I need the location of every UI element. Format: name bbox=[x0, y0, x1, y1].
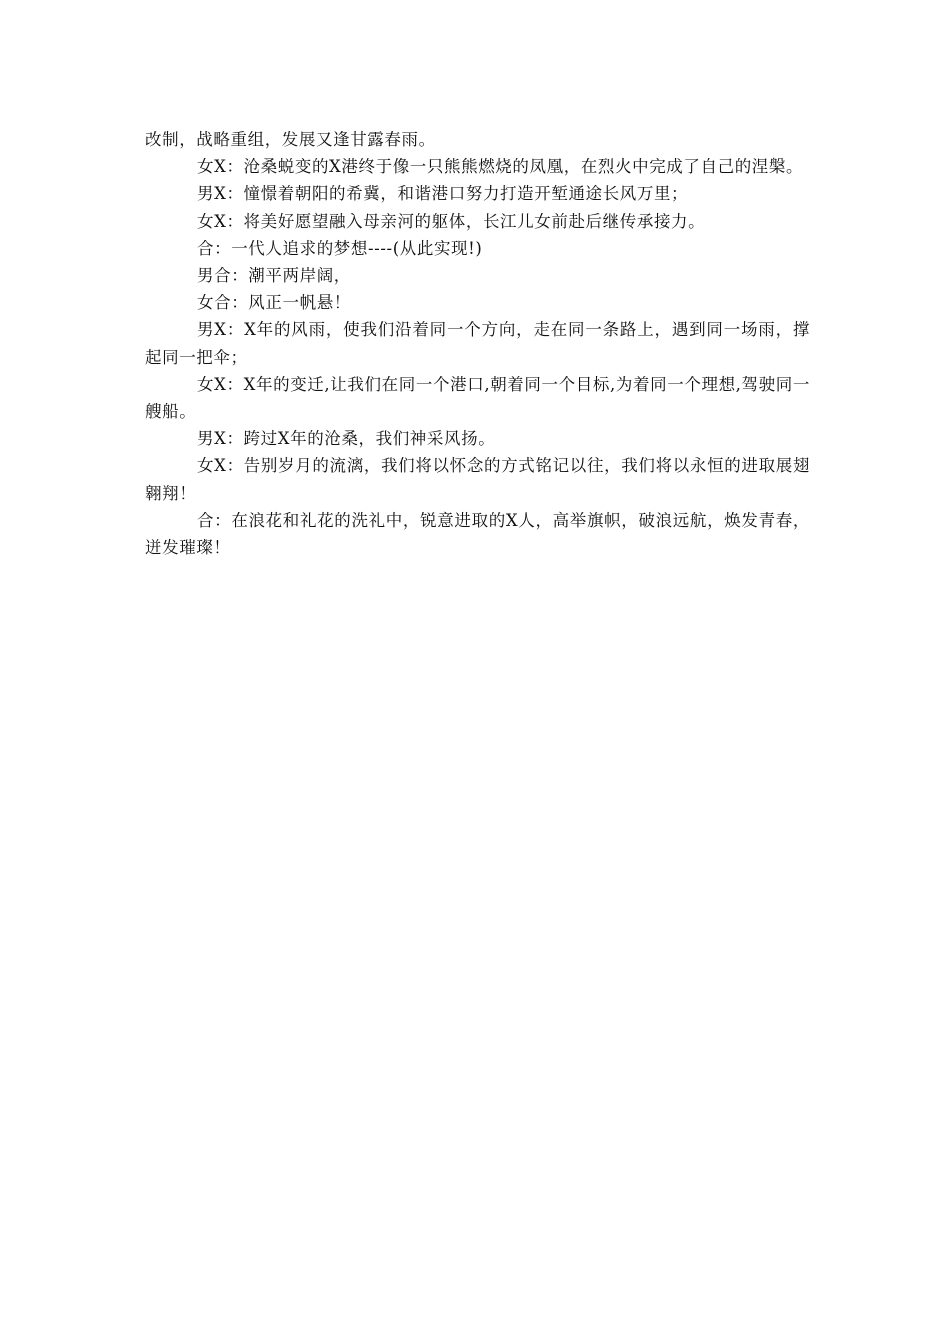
paragraph-7: 女合：风正一帆悬！ bbox=[197, 293, 351, 313]
paragraph-2: 女X：沧桑蜕变的X港终于像一只熊熊燃烧的凤凰，在烈火中完成了自己的涅槃。 bbox=[197, 157, 804, 177]
paragraph-12: 合：在浪花和礼花的洗礼中，锐意进取的X人，高举旗帜，破浪远航，焕发青春，迸发璀璨！ bbox=[145, 510, 810, 558]
document-body bbox=[145, 126, 810, 561]
paragraph-8: 男X：X年的风雨，使我们沿着同一个方向，走在同一条路上，遇到同一场雨，撑起同一把伞； bbox=[145, 320, 810, 367]
paragraph-1: 改制，战略重组，发展又逢甘露春雨。 bbox=[145, 130, 436, 149]
paragraph-11: 女X：告别岁月的流漓，我们将以怀念的方式铭记以往，我们将以永恒的进取展翅翱翔！ bbox=[145, 456, 810, 503]
paragraph-5: 合：一代人追求的梦想----(从此实现!) bbox=[197, 238, 483, 258]
paragraph-9: 女X：X年的变迁,让我们在同一个港口,朝着同一个目标,为着同一个理想,驾驶同一艘船。 bbox=[145, 374, 810, 422]
paragraph-3: 男X：憧憬着朝阳的希冀，和谐港口努力打造开堑通途长风万里； bbox=[197, 184, 689, 204]
paragraph-6: 男合：潮平两岸阔， bbox=[197, 266, 351, 286]
paragraph-4: 女X：将美好愿望融入母亲河的躯体，长江儿女前赴后继传承接力。 bbox=[197, 211, 706, 231]
paragraph-10: 男X：跨过X年的沧桑，我们神采风扬。 bbox=[197, 429, 496, 449]
